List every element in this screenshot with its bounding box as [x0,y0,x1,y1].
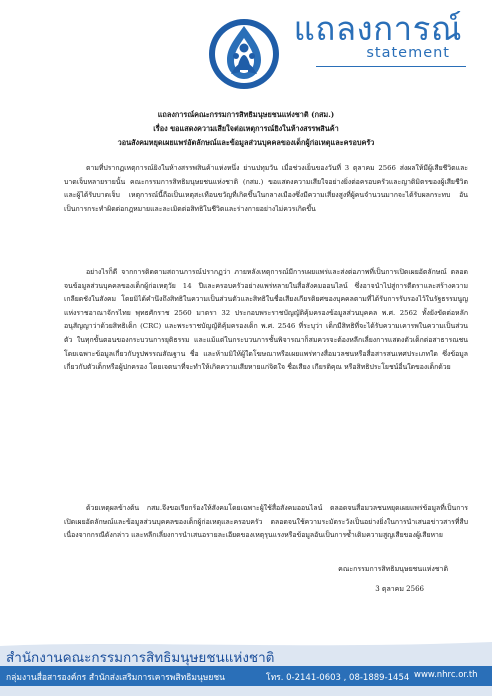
nhrc-logo-icon [207,14,281,92]
header-title-english: statement [366,45,450,61]
header-title-thai: แถลงการณ์ [293,9,462,48]
document-title-line-3: วอนสังคมหยุดเผยแพร่อัตลักษณ์และข้อมูลส่วนบุคคลของเด็กผู้ก่อเหตุและครอบครัว [117,138,375,147]
paragraph-3: ด้วยเหตุผลข้างต้น กสม.จึงขอเรียกร้องให้สังคมโดยเฉพาะผู้ใช้สื่อสังคมออนไลน์ ตลอดจนสื่อมวลชนหยุดเผยแพร่ข้อมูลที่เป็นการเปิดเผยอัตลักษณ์และข้อมูลส่วนบุคคลของเด็กผู้ก่อเหตุและครอบครัว ตลอดจนใช้ความระมัดระวังเป็นอย่างยิ่งในการนำเสนอข่าวสารที่สืบเนื่องจากกรณีดังกล่าว และหลีกเลี่ยงการนำเสนอรายละเอียดของเหตุรุนแรงหรือข้อมูลอันเป็นการซ้ำเติมความสูญเสียของผู้เสียหาย [64,504,468,540]
paragraph-2: อย่างไรก็ดี จากการติดตามสถานการณ์ปรากฏว่า ภายหลังเหตุการณ์มีการเผยแพร่และส่งต่อภาพที่เป็นการเปิดเผยอัตลักษณ์ ตลอดจนข้อมูลส่วนบุคคลของเด็กผู้ก่อเหตุวัย 14 ปีและครอบครัวอย่างแพร่หลายในสื่อสังคมออนไลน์ ซึ่งอาจนำไปสู่การตีตราและสร้างความเกลียดชังในสังคม โดยมิได้คำนึงถึงสิทธิในความเป็นส่วนตัวและสิทธิในชื่อเสียงเกียรติยศของบุคคลตามที่ได้รับการรับรองไว้ในรัฐธรรมนูญแห่งราชอาณาจักรไทย พุทธศักราช 2560 มาตรา 32 ประกอบพระราชบัญญัติคุ้มครองข้อมูลส่วนบุคคล พ.ศ. 2562 ทั้งยังขัดต่อหลักอนุสัญญาว่าด้วยสิทธิเด็ก (CRC) และพระราชบัญญัติคุ้มครองเด็ก พ.ศ. 2546 ที่ระบุว่า เด็กมีสิทธิที่จะได้รับความเคารพในความเป็นส่วนตัว ในทุกขั้นตอนของกระบวนการยุติธรรม และแม้แต่ในกระบวนการชั้นพิจารณาก็สมควรจะต้องหลีกเลี่ยงการแสดงตัวเด็กต่อสาธารณชน โดยเฉพาะข้อมูลเกี่ยวกับรูปพรรณสัณฐาน ชื่อ และห้ามมิให้ผู้ใดโฆษณาหรือเผยแพร่ทางสื่อมวลชนหรือสื่อสารสนเทศประเภทใด ซึ่งข้อมูลเกี่ยวกับตัวเด็กหรือผู้ปกครอง โดยเจตนาที่จะทำให้เกิดความเสียหายแก่จิตใจ ชื่อเสียง เกียรติคุณ หรือสิทธิประโยชน์อื่นใดของเด็กด้วย [64,268,468,372]
header-underline [316,66,466,67]
signature: คณะกรรมการสิทธิมนุษยชนแห่งชาติ [338,565,448,573]
signature-date: 3 ตุลาคม 2566 [375,585,424,593]
footer-website-link[interactable]: www.nhrc.or.th [414,670,478,680]
document-title-line-1: แถลงการณ์คณะกรรมการสิทธิมนุษยชนแห่งชาติ (กสม.) [157,110,335,119]
document-title-line-2: เรื่อง ขอแสดงความเสียใจต่อเหตุการณ์ยิงในห้างสรรพสินค้า [153,124,339,133]
footer-phone: โทร. 0-2141-0603 , 08-1889-1454 [266,673,410,683]
paragraph-1: ตามที่ปรากฏเหตุการณ์ยิงในห้างสรรพสินค้าแห่งหนึ่ง ย่านปทุมวัน เมื่อช่วงเย็นของวันที่ 3 ตุลาคม 2566 ส่งผลให้มีผู้เสียชีวิตและบาดเจ็บหลายรายนั้น คณะกรรมการสิทธิมนุษยชนแห่งชาติ (กสม.) ขอแสดงความเสียใจอย่างยิ่งต่อครอบครัวและญาติมิตรของผู้เสียชีวิตและผู้ได้รับบาดเจ็บ เหตุการณ์นี้ถือเป็นเหตุสะเทือนขวัญที่เกิดขึ้นในกลางเมืองซึ่งมีความเสี่ยงสูงที่ผู้คนจำนวนมากจะได้รับผลกระทบ อันเป็นการกระทำผิดต่อกฎหมายและละเมิดต่อสิทธิในชีวิตและร่างกายอย่างไม่ควรเกิดขึ้น [64,164,468,213]
footer-organization-name: สำนักงานคณะกรรมการสิทธิมนุษยชนแห่งชาติ [6,650,275,666]
letterhead [0,0,492,110]
footer-department: กลุ่มงานสื่อสารองค์กร สำนักส่งเสริมการเคารพสิทธิมนุษยชน [6,673,225,683]
footer-contact-bar [0,666,492,686]
